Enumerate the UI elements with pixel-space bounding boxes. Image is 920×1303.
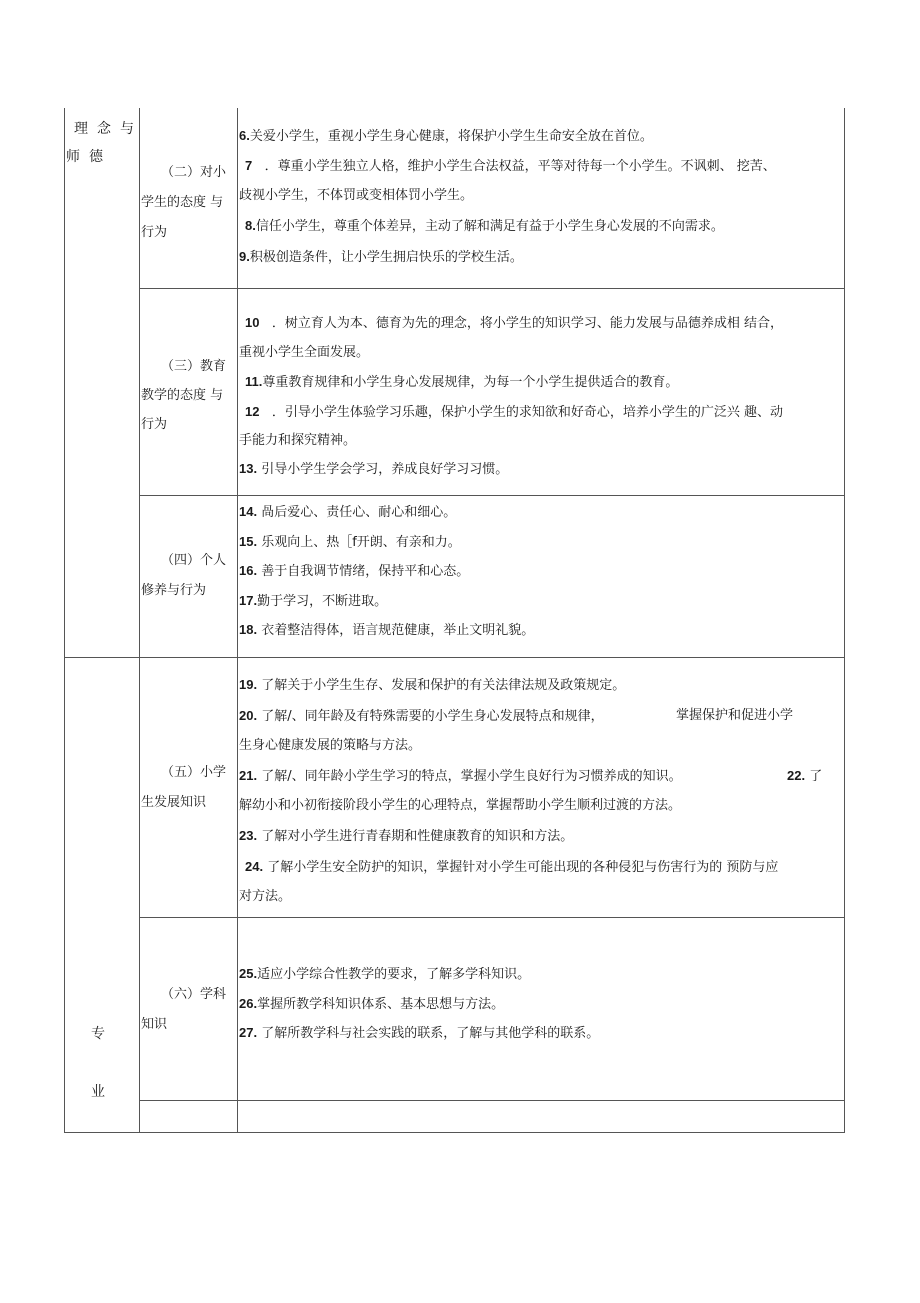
list-item-continuation: 生身心健康发展的策略与方法。	[239, 738, 422, 753]
row-divider	[139, 1100, 845, 1101]
list-item: 24. 了解小学生安全防护的知识，掌握针对小学生可能出现的各种侵犯与伤害行为的 预防与应	[245, 859, 779, 875]
section-label: （三）教育	[161, 359, 227, 374]
category-label: 业	[91, 1084, 105, 1100]
section-label: （二）对小	[161, 165, 227, 180]
list-item-continuation: 手能力和探究精神。	[239, 433, 357, 448]
list-item-fragment: 掌握保护和促进小学	[676, 708, 794, 723]
list-item-continuation: 歧视小学生，不体罚或变相体罚小学生。	[239, 188, 474, 203]
section-label: 生发展知识	[141, 795, 207, 810]
list-item-continuation: 对方法。	[239, 889, 292, 904]
list-item: 27. 了解所教学科与社会实践的联系，了解与其他学科的联系。	[239, 1025, 600, 1041]
category-label: 理念与	[74, 121, 143, 137]
list-item-continuation: 解幼小和小初衔接阶段小学生的心理特点，掌握帮助小学生顺利过渡的方法。	[239, 798, 682, 813]
list-item-fragment: 22. 了	[787, 768, 823, 784]
section-label: 知识	[141, 1017, 168, 1032]
list-item: 17.勤于学习，不断进取。	[239, 593, 388, 609]
section-label: 行为	[141, 225, 168, 240]
list-item: 11.尊重教育规律和小学生身心发展规律，为每一个小学生提供适合的教育。	[245, 374, 679, 390]
table-border-left-top	[64, 108, 65, 657]
category-label: 专	[91, 1026, 105, 1042]
list-item: 15. 乐观向上、热［f开朗、有亲和力。	[239, 534, 461, 550]
row-divider	[139, 917, 845, 918]
section-label: （四）个人	[161, 553, 227, 568]
list-item: 8.信任小学生，尊重个体差异，主动了解和满足有益于小学生身心发展的不向需求。	[245, 218, 724, 234]
section-label: 教学的态度 与	[141, 388, 224, 403]
row-divider	[139, 495, 845, 496]
list-item: 23. 了解对小学生进行青春期和性健康教育的知识和方法。	[239, 828, 574, 844]
section-label: 行为	[141, 417, 168, 432]
section-label: （五）小学	[161, 765, 227, 780]
list-item: 19. 了解关于小学生生存、发展和保护的有关法律法规及政策规定。	[239, 677, 626, 693]
list-item: 18. 衣着整洁得体，语言规范健康，举止文明礼貌。	[239, 622, 535, 638]
list-item: 20. 了解/、同年龄及有特殊需要的小学生身心发展特点和规律，	[239, 708, 604, 724]
list-item: 10 ．树立育人为本、德育为先的理念，将小学生的知识学习、能力发展与品德养成相 结合，	[245, 315, 784, 331]
list-item-continuation: 重视小学生全面发展。	[239, 345, 370, 360]
list-item: 25.适应小学综合性教学的要求，了解多学科知识。	[239, 966, 531, 982]
section-label: 修养与行为	[141, 583, 207, 598]
list-item: 6.关爱小学生，重视小学生身心健康，将保护小学生生命安全放在首位。	[239, 128, 653, 144]
list-item: 21. 了解/、同年龄小学生学习的特点，掌握小学生良好行为习惯养成的知识。	[239, 768, 682, 784]
table-border-left-bottom	[64, 657, 65, 1133]
category-label: 师德	[66, 149, 112, 165]
section-label: （六）学科	[161, 987, 227, 1002]
column-divider-2	[237, 108, 238, 1133]
list-item: 9.积极创造条件，让小学生拥启快乐的学校生活。	[239, 249, 523, 265]
list-item: 12 ．引导小学生体验学习乐趣，保护小学生的求知欲和好奇心，培养小学生的广泛兴 趣、动	[245, 404, 784, 420]
list-item: 13. 引导小学生学会学习，养成良好学习习惯。	[239, 461, 509, 477]
list-item: 7 ．尊重小学生独立人格，维护小学生合法权益，平等对待每一个小学生。不讽刺、 挖苦、	[245, 158, 776, 174]
list-item: 14. 咼后爱心、责任心、耐心和细心。	[239, 504, 457, 520]
row-divider	[64, 657, 845, 658]
row-divider	[139, 288, 845, 289]
table-border-bottom	[64, 1132, 845, 1133]
section-label: 学生的态度 与	[141, 195, 224, 210]
list-item: 16. 善于自我调节情绪，保持平和心态。	[239, 563, 470, 579]
list-item: 26.掌握所教学科知识体系、基本思想与方法。	[239, 996, 505, 1012]
table-border-right	[844, 108, 845, 1133]
column-divider-1	[139, 108, 140, 1133]
